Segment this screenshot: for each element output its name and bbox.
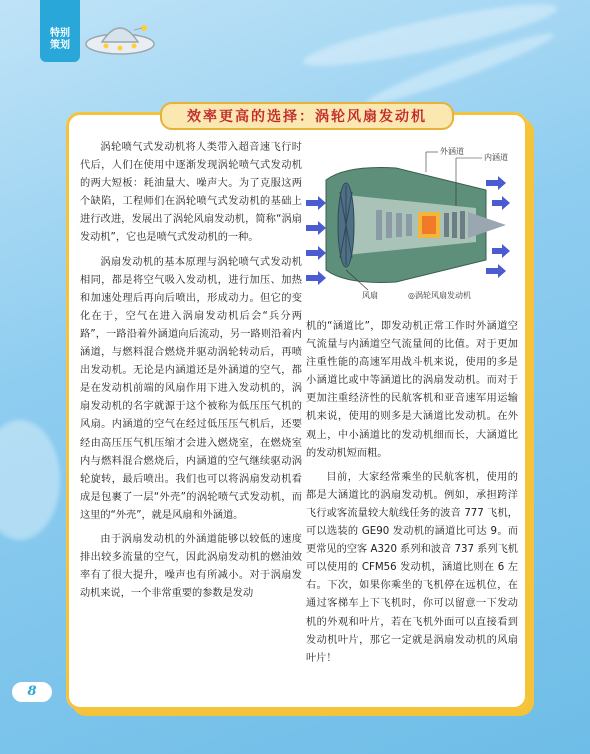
paragraph-2: 涡扇发动机的基本原理与涡轮喷气式发动机相同，都是将空气吸入发动机，进行加压、加热和加速处理后再向后喷出，形成动力。但它的变化在于，空气在进入涡扇发动机后会“兵分两路”，一路沿着外涵道向后流动，另一路则沿着内涵道，与燃料混合燃烧并驱动涡轮转动后，再喷出发动机。无论是内涵道还是外涵道的空气，都是在发动机前端的风扇作用下进入发动机的，涡扇发动机的名字就源于这个被称为低压压气机的风扇。内涵道的空气在经过低压压气机后，还要经由高压压气机压缩才会进入燃烧室，在燃烧室内与燃料混合燃烧后，内涵道的空气继续驱动涡轮旋转，最后喷出。我们也可以将涡扇发动机看成是包裹了一层“外壳”的涡轮喷气式发动机，而这里的“外壳”，就是风扇和外涵道。 <box>80 256 302 521</box>
paragraph-1: 涡轮喷气式发动机将人类带入超音速飞行时代后，人们在使用中逐渐发现涡轮喷气式发动机的两大短板：耗油量大、噪声大。为了克服这两个缺陷，工程师们在涡轮喷气式发动机的基础上进行改进，发展出了涡轮风扇发动机，简称“涡扇发动机”，它也是喷气式发动机的一种。 <box>80 142 302 244</box>
label-fan: 风扇 <box>362 291 378 300</box>
ufo-icon <box>84 14 156 60</box>
section-tab <box>40 0 80 62</box>
engine-figure <box>306 140 518 310</box>
turbofan-illustration <box>306 140 518 310</box>
page-number: 8 <box>10 680 54 704</box>
section-label: 特别 策划 <box>50 28 70 51</box>
paragraph-4: 机的“涵道比”，即发动机正常工作时外涵道空气流量与内涵道空气流量间的比值。对于更加注重性能的高速军用战斗机来说，使用的多是小涵道比或中等涵道比的涡扇发动机。而对于更加注重经济性的民航客机和亚音速军用运输机来说，使用的则多是大涵道比发动机。在外观上，中小涵道比的发动机细而长，大涵道比的发动机短而粗。 <box>306 321 518 459</box>
text-column-right <box>306 318 518 668</box>
figure-caption: ◎涡轮风扇发动机 <box>408 291 471 300</box>
paragraph-3: 由于涡扇发动机的外涵道能够以较低的速度排出较多流量的空气，因此涡扇发动机的燃油效率有了很大提升，噪声也有所减小。对于涡扇发动机来说，一个非常重要的参数是发动 <box>80 533 302 600</box>
sky-streak <box>0 420 60 540</box>
article-title: 效率更高的选择：涡轮风扇发动机 <box>187 109 427 125</box>
text-column-left <box>80 139 302 603</box>
label-outer-duct: 外涵道 <box>440 147 464 156</box>
label-inner-duct: 内涵道 <box>484 153 508 162</box>
article-title-bar <box>160 102 454 130</box>
paragraph-5: 目前，大家经常乘坐的民航客机，使用的都是大涵道比的涡扇发动机。例如，承担跨洋飞行或客流量较大航线任务的波音 777 飞机，可以选装的 GE90 发动机的涵道比可达 9。而更常见的空客 A320 系列和波音 737 系列飞机可以使用的 CFM56 发动机，涵道比则在 6 左右。下次，如果你乘坐的飞机停在远机位，在通过客梯车上下飞机时，你可以留意一下发动机的外观和叶片，若在飞机外面可以直接看到发动机叶片，那它一定就是涡扇发动机的风扇叶片！ <box>306 471 518 664</box>
